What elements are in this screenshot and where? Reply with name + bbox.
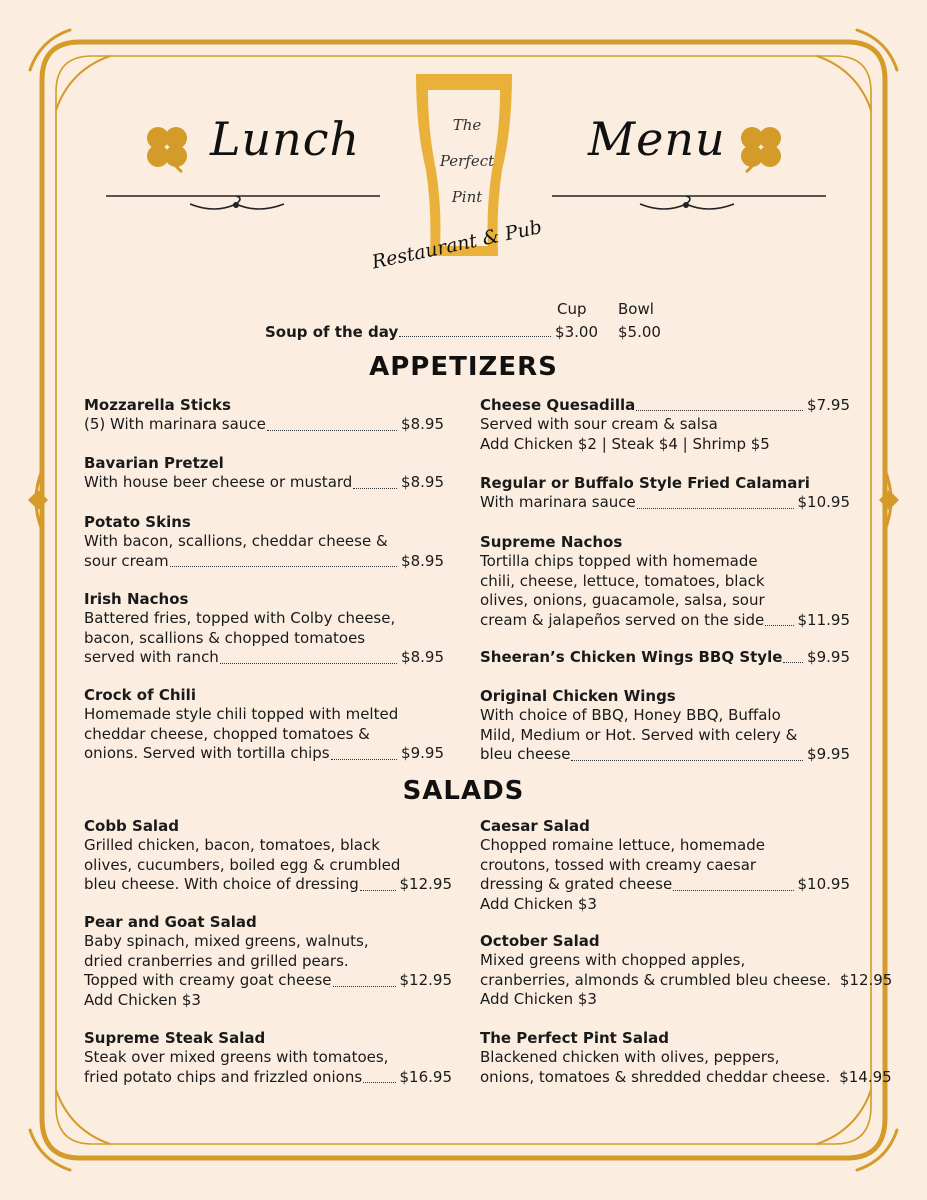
cup-label: Cup [557, 300, 587, 318]
item-price: $12.95 [399, 971, 452, 990]
menu-item [84, 590, 444, 668]
salads-right-column [480, 817, 893, 1097]
item-price: $14.95 [839, 1067, 892, 1086]
item-name-row [480, 648, 850, 667]
salads-left-column [84, 817, 452, 1097]
item-price-row [480, 875, 850, 894]
item-description: served with ranch [84, 648, 219, 667]
menu-item [480, 648, 850, 667]
item-description: cream & jalapeños served on the side [480, 610, 765, 629]
item-price-row [84, 648, 444, 667]
bowl-label: Bowl [618, 300, 654, 318]
item-price: $11.95 [797, 610, 850, 629]
menu-item [480, 1029, 892, 1087]
item-price-row [84, 415, 444, 434]
menu-item [480, 396, 850, 454]
dot-leader [399, 336, 551, 337]
menu-item [480, 932, 893, 1010]
item-price-row [84, 1068, 452, 1087]
item-price: $12.95 [839, 970, 893, 989]
appetizers-right-column [480, 396, 850, 766]
item-description: Tortilla chips topped with homemade [480, 552, 758, 571]
menu-item [480, 817, 850, 914]
item-price: $12.95 [399, 875, 452, 894]
menu-item [480, 533, 850, 630]
item-name: Caesar Salad [480, 817, 590, 835]
item-description: Chopped romaine lettuce, homemade [480, 836, 765, 855]
dot-leader [170, 566, 397, 567]
item-price: $8.95 [401, 473, 444, 492]
dot-leader [220, 663, 397, 664]
add-on-note: Add Chicken $3 [480, 990, 597, 1009]
item-price: $9.95 [401, 744, 444, 763]
soup-cup-price: $3.00 [555, 323, 598, 341]
dot-leader [353, 488, 397, 489]
item-description: dressing & grated cheese [480, 875, 673, 894]
menu-item [480, 687, 850, 765]
item-price-row [480, 493, 850, 512]
salads-heading: SALADS [402, 776, 525, 806]
item-description: cranberries, almonds & crumbled bleu cheese. [480, 970, 831, 989]
dot-leader [673, 890, 793, 891]
logo-perfect: Perfect [439, 152, 495, 170]
item-name: Mozzarella Sticks [84, 396, 231, 414]
dot-leader [636, 410, 803, 411]
item-name: Sheeran’s Chicken Wings BBQ Style [480, 648, 783, 666]
dot-leader [333, 986, 396, 987]
item-price-row [84, 473, 444, 492]
menu-item [84, 513, 444, 571]
menu-item [480, 474, 850, 513]
item-price: $9.95 [807, 648, 850, 666]
item-price-row [84, 552, 444, 571]
logo-the: The [452, 116, 482, 134]
item-name: October Salad [480, 932, 600, 950]
item-description: olives, onions, guacamole, salsa, sour [480, 591, 765, 610]
logo-pint: Pint [451, 188, 483, 206]
item-price-row [480, 1067, 892, 1087]
menu-item [84, 686, 444, 764]
menu-item [84, 454, 444, 493]
item-price: $10.95 [797, 493, 850, 512]
item-description: bleu cheese [480, 745, 571, 764]
restaurant-subtitle: Restaurant & Pub [370, 216, 544, 274]
item-name: Crock of Chili [84, 686, 196, 704]
dot-leader [267, 430, 397, 431]
item-price-row [84, 875, 452, 894]
item-description: onions. Served with tortilla chips [84, 744, 330, 763]
dot-leader [637, 508, 794, 509]
dot-leader [360, 890, 396, 891]
soup-bowl-price: $5.00 [618, 323, 661, 341]
item-price: $8.95 [401, 551, 444, 570]
add-on-note: Add Chicken $3 [84, 990, 201, 1009]
item-description: Baby spinach, mixed greens, walnuts, [84, 932, 369, 951]
item-price: $10.95 [797, 875, 850, 894]
shamrock-icon [138, 118, 196, 176]
item-description: Mild, Medium or Hot. Served with celery & [480, 725, 798, 744]
title-menu: Menu [588, 112, 726, 166]
dot-leader [331, 759, 397, 760]
title-lunch: Lunch [210, 112, 361, 166]
item-name: Supreme Nachos [480, 533, 623, 551]
item-description: With bacon, scallions, cheddar cheese & [84, 532, 388, 551]
item-description: Blackened chicken with olives, peppers, [480, 1048, 780, 1067]
item-description: Add Chicken $2 | Steak $4 | Shrimp $5 [480, 434, 770, 453]
item-description: With choice of BBQ, Honey BBQ, Buffalo [480, 706, 781, 725]
dot-leader [571, 760, 803, 761]
item-price-row [84, 971, 452, 990]
appetizers-heading: APPETIZERS [369, 352, 558, 382]
item-description: Served with sour cream & salsa [480, 415, 718, 434]
item-name: Pear and Goat Salad [84, 913, 257, 931]
item-name: Supreme Steak Salad [84, 1029, 266, 1047]
menu-item [84, 817, 452, 895]
item-name: The Perfect Pint Salad [480, 1029, 669, 1047]
menu-item [84, 396, 444, 435]
appetizers-left-column [84, 396, 444, 766]
item-description: onions, tomatoes & shredded cheddar cheese. [480, 1067, 831, 1086]
item-description: With house beer cheese or mustard [84, 473, 353, 492]
item-description: Topped with creamy goat cheese [84, 971, 332, 990]
item-description: croutons, tossed with creamy caesar [480, 855, 757, 874]
item-name-row [480, 396, 850, 415]
item-description: bleu cheese. With choice of dressing [84, 875, 359, 894]
item-description: (5) With marinara sauce [84, 415, 266, 434]
item-price: $8.95 [401, 648, 444, 667]
item-description: Battered fries, topped with Colby cheese, [84, 609, 396, 628]
item-price: $9.95 [807, 745, 850, 764]
item-description: cheddar cheese, chopped tomatoes & [84, 724, 370, 743]
item-description: Mixed greens with chopped apples, [480, 951, 746, 970]
dot-leader [363, 1082, 395, 1083]
item-price-row [480, 611, 850, 630]
item-name: Cheese Quesadilla [480, 396, 636, 414]
item-price: $16.95 [399, 1067, 452, 1086]
item-name: Potato Skins [84, 513, 191, 531]
shamrock-icon [732, 118, 790, 176]
soup-name: Soup of the day [265, 323, 399, 341]
item-name: Original Chicken Wings [480, 687, 676, 705]
item-description: Grilled chicken, bacon, tomatoes, black [84, 836, 380, 855]
item-description: With marinara sauce [480, 493, 636, 512]
item-name: Bavarian Pretzel [84, 454, 224, 472]
menu-item [84, 913, 452, 1010]
dot-leader [783, 662, 803, 663]
item-name: Irish Nachos [84, 590, 189, 608]
item-price-row [84, 744, 444, 763]
item-description: Homemade style chili topped with melted [84, 705, 399, 724]
menu-item [84, 1029, 452, 1087]
item-description: Steak over mixed greens with tomatoes, [84, 1048, 389, 1067]
item-price-row [480, 745, 850, 764]
item-description: bacon, scallions & chopped tomatoes [84, 628, 366, 647]
add-on-note: Add Chicken $3 [480, 894, 597, 913]
item-description: dried cranberries and grilled pears. [84, 951, 349, 970]
item-description: olives, cucumbers, boiled egg & crumbled [84, 855, 401, 874]
dot-leader [765, 625, 793, 626]
item-description: sour cream [84, 551, 169, 570]
item-description: chili, cheese, lettuce, tomatoes, black [480, 571, 765, 590]
item-name: Cobb Salad [84, 817, 179, 835]
item-price: $7.95 [807, 396, 850, 414]
soup-row [265, 323, 598, 341]
item-price: $8.95 [401, 415, 444, 434]
item-price-row [480, 970, 893, 990]
item-name: Regular or Buffalo Style Fried Calamari [480, 474, 810, 492]
item-description: fried potato chips and frizzled onions [84, 1067, 363, 1086]
